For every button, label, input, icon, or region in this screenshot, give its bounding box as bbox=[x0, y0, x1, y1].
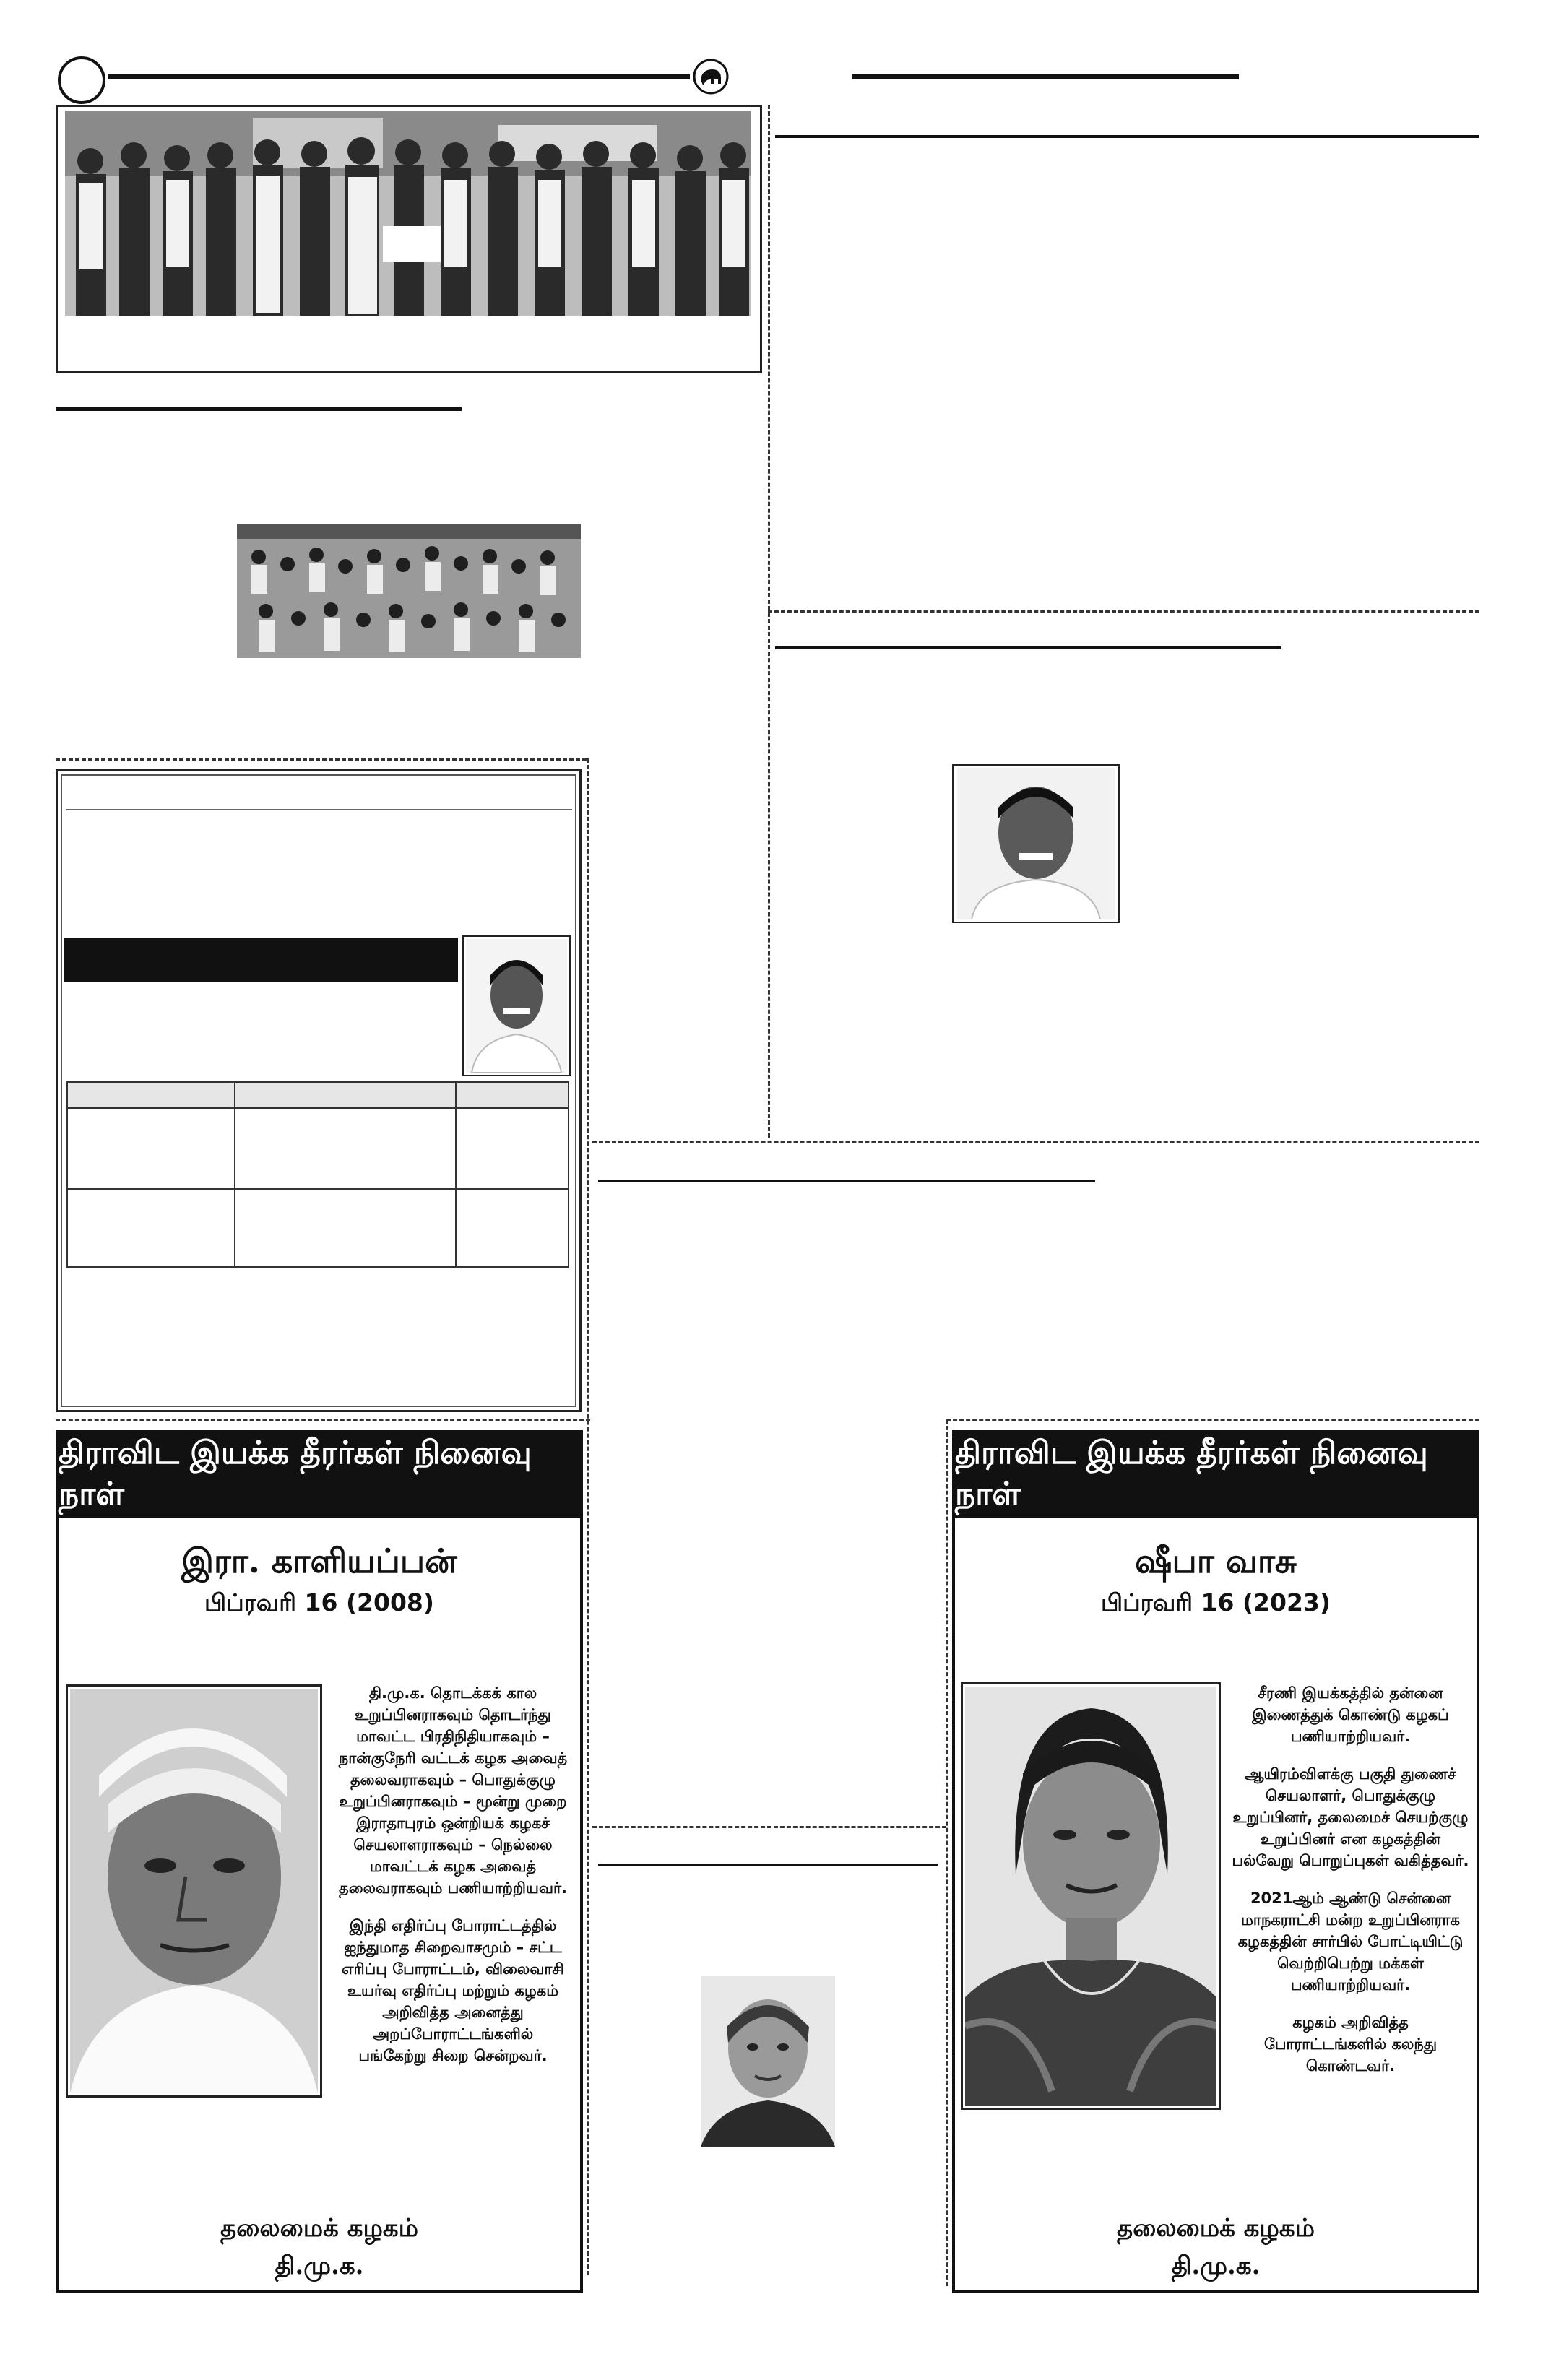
header-rule bbox=[108, 74, 690, 79]
elderly-woman-photo bbox=[701, 1976, 835, 2147]
footer-line2: தி.மு.க. bbox=[275, 2251, 364, 2280]
bio-paragraph: 2021ஆம் ஆண்டு சென்னை மாநகராட்சி மன்ற உறுப்பினராக கழகத்தின் சார்பில் போட்டியிட்டு வெற்றிபெற்று மக்கள் பணியாற்றியவர். bbox=[1237, 1890, 1464, 1994]
section-rule bbox=[598, 1864, 938, 1866]
memorial-banner: திராவிட இயக்க தீரர்கள் நினைவு நாள் bbox=[955, 1433, 1477, 1518]
bio-paragraph: இந்தி எதிர்ப்பு போராட்டத்தில் ஐந்துமாத சிறைவாசமும் – சட்ட எரிப்பு போராட்டம், விலைவாசி உயர்வு எதிர்ப்பு மற்றும் கழகம் அறிவித்த அனைத்து அறப்போராட்டங்களில் பங்கேற்று சிறை சென்றவர். bbox=[342, 1917, 564, 2064]
section-divider bbox=[946, 1419, 1479, 1421]
ad-divider-v bbox=[587, 758, 589, 2275]
memorial-box-kaliappan bbox=[56, 1430, 583, 2293]
portrait-photo bbox=[957, 768, 1115, 919]
memorial-footer bbox=[955, 2210, 1477, 2285]
section-divider bbox=[56, 1419, 590, 1421]
column-divider bbox=[946, 1419, 948, 2286]
section-divider bbox=[768, 610, 1479, 613]
memorial-photo-sheeba bbox=[965, 1687, 1216, 2106]
bio-paragraph: சீரணி இயக்கத்தில் தன்னை இணைத்துக் கொண்டு கழகப் பணியாற்றியவர். bbox=[1252, 1684, 1449, 1745]
section-rule bbox=[775, 646, 1281, 649]
ad-divider bbox=[56, 758, 587, 761]
memorial-date: பிப்ரவரி 16 (2023) bbox=[1101, 1588, 1331, 1617]
section-rule bbox=[598, 1180, 1095, 1182]
ad-rule bbox=[66, 809, 572, 810]
bio-paragraph: தி.மு.க. தொடக்கக் கால உறுப்பினராகவும் தொடர்ந்து மாவட்ட பிரதிநிதியாகவும் – நான்குநேரி வட்டக் கழக அவைத் தலைவராகவும் – பொதுக்குழு உறுப்பினராகவும் – மூன்று முறை இராதாபுரம் ஒன்றியக் கழகச் செயலாளராகவும் – நெல்லை மாவட்டக் கழக அவைத் தலைவராகவும் பணியாற்றியவர். bbox=[338, 1684, 568, 1897]
ad-portrait-photo bbox=[466, 939, 567, 1073]
memorial-bio-kaliappan bbox=[337, 1682, 569, 2082]
elephant-logo-icon bbox=[692, 58, 730, 95]
footer-line1: தலைமைக் கழகம் bbox=[220, 2214, 418, 2243]
bio-paragraph: கழகம் அறிவித்த போராட்டங்களில் கலந்து கொண்டவர். bbox=[1263, 2014, 1438, 2074]
ad-black-bar bbox=[64, 938, 458, 982]
memorial-box-sheeba bbox=[952, 1430, 1479, 2293]
page-number-circle bbox=[58, 56, 105, 104]
column-divider bbox=[768, 105, 770, 1138]
right-top-rule bbox=[775, 135, 1479, 138]
section-divider bbox=[592, 1141, 1479, 1143]
memorial-name: ஷீபா வாசு bbox=[1135, 1541, 1297, 1580]
bio-paragraph: ஆயிரம்விளக்கு பகுதி துணைச் செயலாளர், பொதுக்குழு உறுப்பினர், தலைமைச் செயற்குழு உறுப்பினர் என கழகத்தின் பல்வேறு பொறுப்புகள் வகித்தவர். bbox=[1232, 1765, 1469, 1869]
header-rule-right bbox=[852, 74, 1239, 79]
memorial-footer bbox=[59, 2210, 580, 2285]
ad-table bbox=[66, 1081, 569, 1268]
memorial-date: பிப்ரவரி 16 (2008) bbox=[204, 1588, 434, 1617]
section-rule bbox=[56, 407, 462, 411]
memorial-name: இரா. காளியப்பன் bbox=[181, 1541, 457, 1580]
meeting-photo bbox=[237, 524, 581, 658]
memorial-banner: திராவிட இயக்க தீரர்கள் நினைவு நாள் bbox=[59, 1433, 580, 1518]
footer-line2: தி.மு.க. bbox=[1171, 2251, 1261, 2280]
memorial-photo-kaliappan bbox=[70, 1689, 318, 2093]
memorial-bio-sheeba bbox=[1229, 1682, 1471, 2093]
section-divider bbox=[592, 1826, 946, 1828]
group-photo bbox=[65, 111, 751, 316]
footer-line1: தலைமைக் கழகம் bbox=[1117, 2214, 1315, 2243]
